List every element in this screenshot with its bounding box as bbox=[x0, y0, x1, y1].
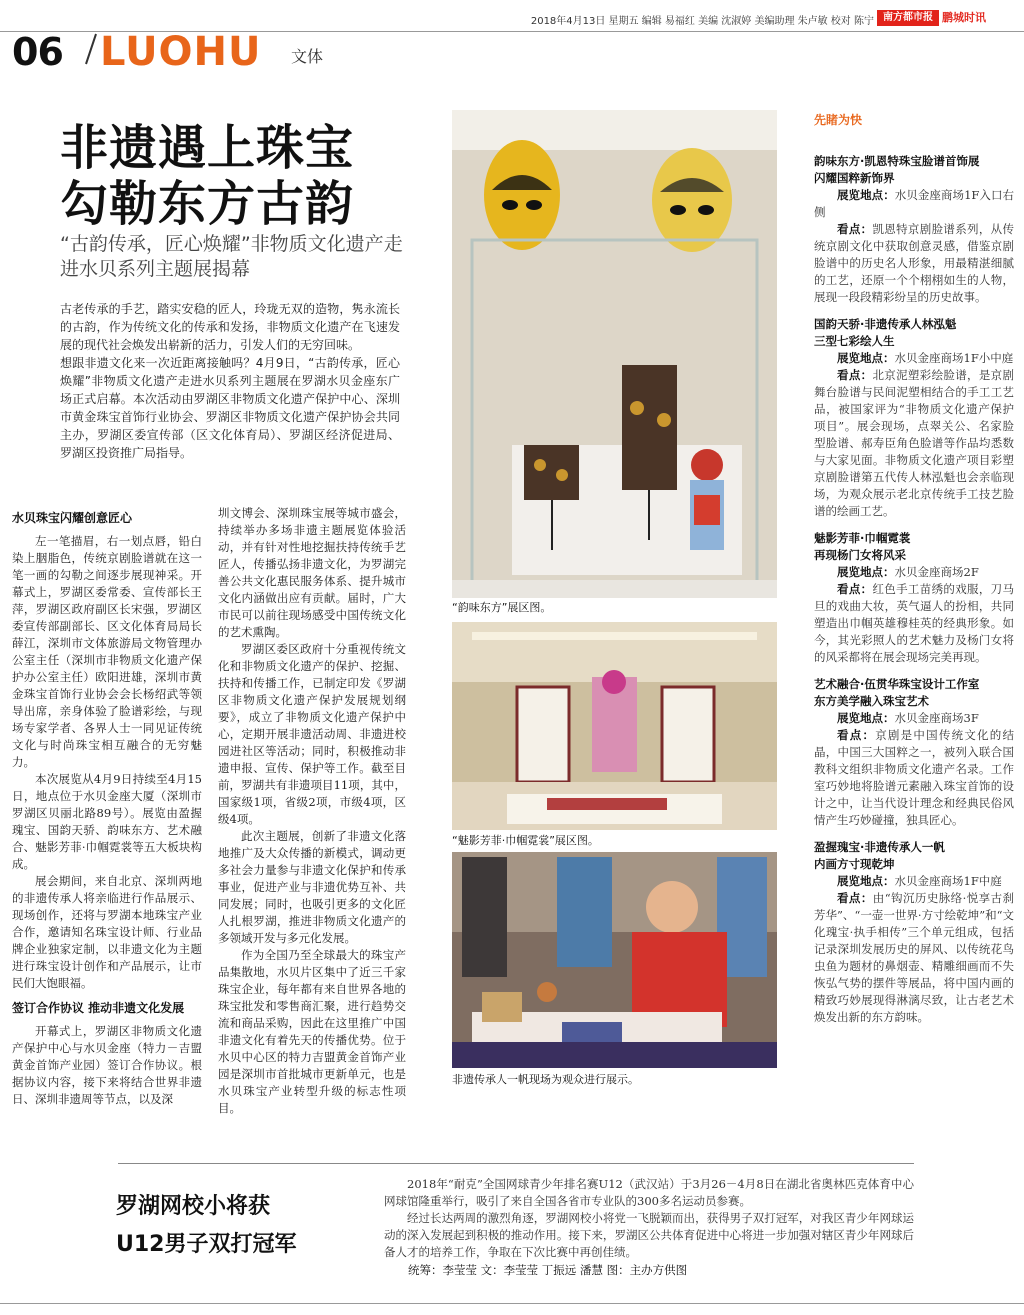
highlight-text: 凯恩特京剧脸谱系列，从传统京剧文化中获取创意灵感，借鉴京剧脸谱中的历史名人形象，用最精湛细腻的工艺，还原一个个栩栩如生的人物，展现一段段精彩纷呈的历史故事。 bbox=[814, 222, 1015, 304]
sidebar-title: 先睹为快 bbox=[814, 113, 863, 127]
sidebar-item-highlight bbox=[814, 221, 1014, 306]
section-divider bbox=[118, 1163, 914, 1164]
section-slash bbox=[82, 30, 100, 68]
news-title-line-1: 罗湖网校小将获 bbox=[116, 1194, 271, 1219]
highlight-text: 北京泥塑彩绘脸谱，是京剧舞台脸谱与民间泥塑相结合的手工工艺品，被国家评为“非物质文化遗产保护项目”。展会现场，点翠关公、名家脸型脸谱、郝寿臣角色脸谱等作品均悉数与大家见面。非物质文化遗产项目彩塑京剧脸谱第五代传人林泓魁也会亲临现场，为观众展示老北京传统手工技艺脸谱的绘画工艺。 bbox=[814, 368, 1015, 518]
photo-artisan-demo bbox=[452, 852, 777, 1068]
headline-line-2: 勾勒东方古韵 bbox=[60, 176, 355, 232]
sidebar-item-title: 国韵天骄·非遗传承人林泓魁 bbox=[814, 317, 957, 331]
sidebar-item-highlight bbox=[814, 727, 1014, 829]
paragraph: 圳文博会、深圳珠宝展等城市盛会，持续举办多场非遗主题展览体验活动，并有针对性地挖掘扶持传统手艺匠人，传播弘扬非遗文化，为罗湖完善公共文化惠民服务体系、提升城市文化内涵做出应有贡献。届时，广大市民可以前往现场感受中国传统文化的艺术熏陶。 bbox=[218, 506, 406, 639]
highlight-label: 看点： bbox=[837, 222, 873, 236]
preview-sidebar bbox=[814, 112, 1014, 1036]
sidebar-item bbox=[814, 839, 1014, 1026]
location-label: 展览地点： bbox=[837, 874, 895, 888]
paragraph: 左一笔描眉，右一划点唇，铅白染上胭脂色，传统京剧脸谱就在这一笔一画的勾勒之间逐步展现神采。开幕式上，罗湖区委常委、宣传部长王萍，罗湖区政府副区长宋强，罗湖区委宣传部副部长、区文化体育局局长薛江，深圳市文体旅游局文物管理办公室主任（深圳市非物质文化遗产保护办公室主任）欧阳进雄，深圳市黄金珠宝首饰行业协会会长杨绍武等领导出席，亲身体验了脸谱彩绘，与现场专家学者、各界人士一同见证传统文化与时尚珠宝相互融合的无穷魅力。 bbox=[12, 534, 202, 769]
sidebar-item bbox=[814, 153, 1014, 306]
photo-caption-2: “魅影芳菲·巾帼霓裳”展区图。 bbox=[452, 834, 599, 847]
sidebar-item-location bbox=[814, 564, 1014, 581]
intro-paragraph-2: 想跟非遗文化来一次近距离接触吗？4月9日，“古韵传承，匠心焕耀”非物质文化遗产走进水贝系列主题展在罗湖水贝金座东广场正式启幕。本次活动由罗湖区非物质文化遗产保护中心、深圳市黄金珠宝首饰行业协会、罗湖区非物质文化遗产保护协会共同主办，罗湖区委宣传部（区文化体育局）、罗湖区经济促进局、罗湖区投资推广局指导。 bbox=[60, 356, 400, 460]
paragraph: 经过长达两周的激烈角逐，罗湖网校小将党一飞脱颖而出，获得男子双打冠军，对我区青少年网球运动的深入发展起到积极的推动作用。接下来，罗湖区公共体育促进中心将进一步加强对辖区青少年网球后备人才的培养工作，争取在下次比赛中再创佳绩。 bbox=[384, 1211, 914, 1259]
location-label: 展览地点： bbox=[837, 351, 895, 365]
paragraph: 作为全国乃至全球最大的珠宝产品集散地，水贝片区集中了近三千家珠宝企业，每年都有来自世界各地的珠宝批发和零售商汇聚，进行趋势交流和商品采购，因此在这里推广中国非遗文化有着先天的传播优势。位于水贝中心区的特力吉盟黄金首饰产业园是深圳市首批城市更新单元，也是水贝珠宝产业转型升级的标志性项目。 bbox=[218, 948, 406, 1115]
sidebar-item-subtitle: 闪耀国粹新饰界 bbox=[814, 171, 895, 185]
location-text: 水贝金座商场1F入口右侧 bbox=[814, 188, 1015, 219]
photo-exhibit-hall bbox=[452, 622, 777, 830]
location-text: 水贝金座商场1F中庭 bbox=[894, 874, 1002, 888]
subhead-1: 水贝珠宝闪耀创意匠心 bbox=[12, 511, 133, 525]
location-text: 水贝金座商场3F bbox=[894, 711, 979, 725]
location-label: 展览地点： bbox=[837, 565, 895, 579]
sidebar-item-title: 盈握瑰宝·非遗传承人一帆 bbox=[814, 840, 945, 854]
footer-rule bbox=[0, 1303, 1024, 1304]
sidebar-item-title: 韵味东方·凯恩特珠宝脸谱首饰展 bbox=[814, 154, 980, 168]
sidebar-item-subtitle: 内画方寸现乾坤 bbox=[814, 857, 895, 871]
sidebar-item-subtitle: 东方美学融入珠宝艺术 bbox=[814, 694, 929, 708]
sidebar-item bbox=[814, 530, 1014, 666]
location-text: 水贝金座商场2F bbox=[894, 565, 979, 579]
intro bbox=[60, 300, 400, 462]
sidebar-item-location bbox=[814, 350, 1014, 367]
section-name: LUOHU bbox=[100, 29, 262, 75]
paragraph: 开幕式上，罗湖区非物质文化遗产保护中心与水贝金座（特力－吉盟黄金首饰产业园）签订合作协议。根据协议内容，接下来将结合世界非遗日、深圳非遗周等节点，以及深 bbox=[12, 1024, 202, 1106]
brand-logo-right: 鹏城时讯 bbox=[942, 11, 986, 24]
highlight-text: 由“钩沉历史脉络·悦享古刹芳华”、“一壶一世界·方寸绘乾坤”和“文化瑰宝·执手相传”三个单元组成，包括记录深圳发展历史的屏风、以传统花鸟虫鱼为题材的鼻烟壶、精雕细画而不失恢弘气势的摆件等展品，将中国内画的精致巧妙展现得淋漓尽致，让古老艺术焕发出新的东方韵味。 bbox=[814, 891, 1014, 1024]
page-number: 06 bbox=[12, 30, 63, 74]
subheadline: “古韵传承，匠心焕耀”非物质文化遗产走进水贝系列主题展揭幕 bbox=[60, 233, 403, 280]
brand-logo-left: 南方都市报 bbox=[877, 10, 939, 26]
subhead-2: 签订合作协议 推动非遗文化发展 bbox=[12, 1001, 185, 1015]
section-sub: 文体 bbox=[291, 47, 324, 66]
location-label: 展览地点： bbox=[837, 188, 895, 202]
paragraph: 展会期间，来自北京、深圳两地的非遗传承人将亲临进行作品展示、现场创作，还将与罗湖本地珠宝产业合作，邀请知名珠宝设计师、行业品牌企业独家定制，以非遗文化为主题进行珠宝设计创作和产品展示，让市民们大饱眼福。 bbox=[12, 874, 202, 990]
sidebar-item bbox=[814, 676, 1014, 829]
paragraph: 2018年“耐克”全国网球青少年排名赛U12（武汉站）于3月26－4月8日在湖北省奥林匹克体育中心网球馆隆重举行，吸引了来自全国各省市专业队的300多名运动员参赛。 bbox=[384, 1177, 914, 1208]
sidebar-item-highlight bbox=[814, 890, 1014, 1026]
paragraph: 罗湖区委区政府十分重视传统文化和非物质文化遗产的保护、挖掘、扶持和传播工作，已制定印发《罗湖区非物质文化遗产保护发展规划纲要》，成立了非物质文化遗产保护中心，定期开展非遗活动周、非遗进校园进社区等活动；同时，积极推动非遗申报、宣传、保护等工作。截至目前，罗湖共有非遗项目11项，其中，国家级1项，省级2项，市级4项，区级4项。 bbox=[218, 642, 406, 826]
photo-caption-1: “韵味东方”展区图。 bbox=[452, 601, 552, 614]
headline-line-1: 非遗遇上珠宝 bbox=[60, 120, 355, 176]
photo-caption-3: 非遗传承人一帆现场为观众进行展示。 bbox=[452, 1073, 639, 1086]
highlight-label: 看点： bbox=[837, 582, 873, 596]
article-column-2 bbox=[218, 505, 406, 1117]
highlight-label: 看点： bbox=[837, 728, 876, 742]
highlight-text: 京剧是中国传统文化的结晶，中国三大国粹之一，被列入联合国教科文组织非物质文化遗产名录。工作室巧妙地将脸谱元素融入珠宝首饰的设计之中，让当代设计理念和经典民俗风情产生巧妙碰撞，独具匠心。 bbox=[814, 728, 1015, 827]
sidebar-item-highlight bbox=[814, 367, 1014, 520]
sidebar-item-location bbox=[814, 710, 1014, 727]
news-tennis-body bbox=[384, 1176, 914, 1261]
article-column-1 bbox=[12, 510, 202, 1108]
photo-exhibit-case bbox=[452, 110, 777, 598]
sidebar-item-subtitle: 三型七彩绘人生 bbox=[814, 334, 895, 348]
highlight-label: 看点： bbox=[837, 368, 873, 382]
headline bbox=[60, 120, 354, 232]
sidebar-item-location bbox=[814, 187, 1014, 221]
intro-paragraph-1: 古老传承的手艺，踏实安稳的匠人，玲珑无双的造物，隽永流长的古韵，作为传统文化的传承和发扬，非物质文化遗产在飞速发展的现代社会焕发出崭新的活力，引发人们的无穷回味。 bbox=[60, 302, 400, 352]
highlight-label: 看点： bbox=[837, 891, 873, 905]
header-info: 2018年4月13日 星期五 编辑 易福红 美编 沈淑婷 美编助理 朱卢敏 校对 陈宁 bbox=[530, 16, 874, 27]
credit-line: 统筹：李莹莹 文：李莹莹 丁振远 潘慧 图：主办方供图 bbox=[408, 1263, 688, 1277]
highlight-text: 红色手工苗绣的戏服，刀马旦的戏曲大妆，英气逼人的扮相，共同塑造出巾帼英雄穆桂英的经典形象。如今，其光彩照人的艺术魅力及杨门女将的风采都将在展会现场完美再现。 bbox=[814, 582, 1015, 664]
sidebar-item-location bbox=[814, 873, 1014, 890]
news-tennis-title bbox=[116, 1188, 296, 1264]
location-label: 展览地点： bbox=[837, 711, 895, 725]
sidebar-item-subtitle: 再现杨门女将风采 bbox=[814, 548, 906, 562]
sidebar-item-highlight bbox=[814, 581, 1014, 666]
news-title-line-2: U12男子双打冠军 bbox=[116, 1232, 297, 1257]
paragraph: 此次主题展，创新了非遗文化落地推广及大众传播的新模式，调动更多社会力量参与非遗文化保护和传承事业，促进产业与非遗优势互补、共同发展；同时，也吸引更多的文化匠人扎根罗湖，推进非物质文化遗产的多领域开发与多元化发展。 bbox=[218, 829, 406, 945]
sidebar-item-title: 艺术融合·伍贯华珠宝设计工作室 bbox=[814, 677, 980, 691]
sidebar-item-title: 魅影芳菲·巾帼霓裳 bbox=[814, 531, 911, 545]
location-text: 水贝金座商场1F小中庭 bbox=[894, 351, 1014, 365]
paragraph: 本次展览从4月9日持续至4月15日，地点位于水贝金座大厦（深圳市罗湖区贝丽北路89号）。展览由盈握瑰宝、国韵天骄、韵味东方、艺术融合、魅影芳菲·巾帼霓裳等五大板块构成。 bbox=[12, 772, 202, 871]
sidebar-item bbox=[814, 316, 1014, 520]
